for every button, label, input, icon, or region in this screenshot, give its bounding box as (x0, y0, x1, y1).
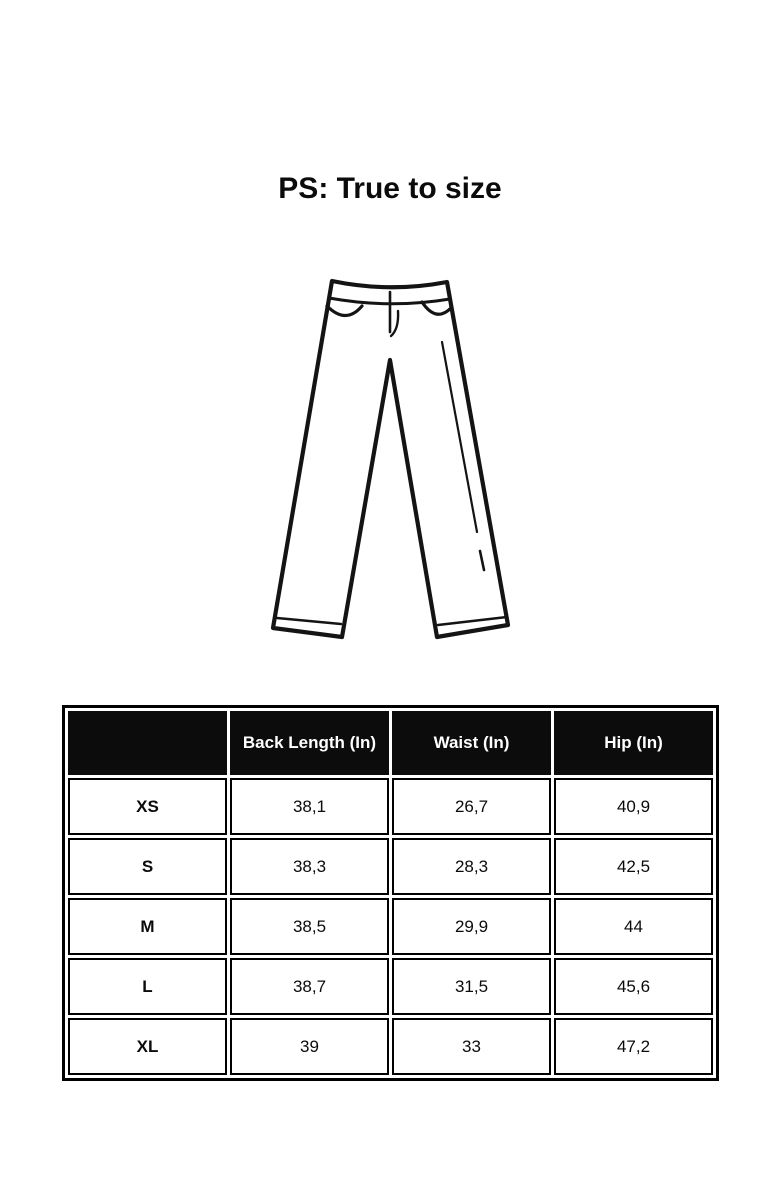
size-label: XL (68, 1018, 227, 1075)
pants-line-drawing-icon (240, 260, 540, 660)
size-label: M (68, 898, 227, 955)
back-length-value: 38,3 (230, 838, 389, 895)
waist-value: 28,3 (392, 838, 551, 895)
header-hip: Hip (In) (554, 711, 713, 775)
header-row (68, 711, 713, 775)
size-label: XS (68, 778, 227, 835)
header-waist: Waist (In) (392, 711, 551, 775)
hip-value: 44 (554, 898, 713, 955)
waist-value: 29,9 (392, 898, 551, 955)
header-back-length: Back Length (In) (230, 711, 389, 775)
size-label: S (68, 838, 227, 895)
table-row-l (68, 958, 713, 1015)
size-chart-table (62, 705, 719, 1081)
header-corner-cell (68, 711, 227, 775)
table-row-m (68, 898, 713, 955)
hip-value: 47,2 (554, 1018, 713, 1075)
back-length-value: 39 (230, 1018, 389, 1075)
hip-value: 45,6 (554, 958, 713, 1015)
page-title: PS: True to size (278, 172, 502, 205)
table-row-xl (68, 1018, 713, 1075)
waist-value: 33 (392, 1018, 551, 1075)
waist-value: 26,7 (392, 778, 551, 835)
back-length-value: 38,7 (230, 958, 389, 1015)
hip-value: 40,9 (554, 778, 713, 835)
waist-value: 31,5 (392, 958, 551, 1015)
table-row-s (68, 838, 713, 895)
table-row-xs (68, 778, 713, 835)
size-label: L (68, 958, 227, 1015)
back-length-value: 38,1 (230, 778, 389, 835)
back-length-value: 38,5 (230, 898, 389, 955)
hip-value: 42,5 (554, 838, 713, 895)
size-chart-header (68, 711, 713, 775)
pants-illustration (240, 260, 540, 660)
